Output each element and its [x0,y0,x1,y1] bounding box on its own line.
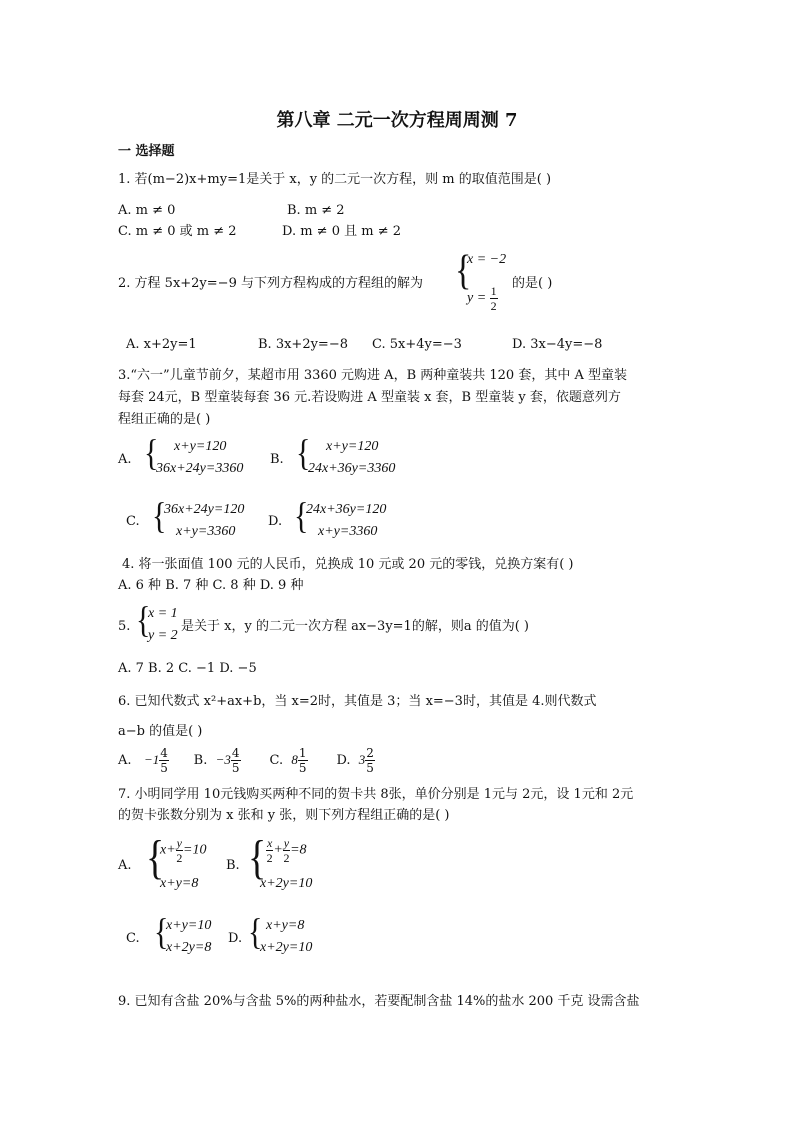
fraction [365,746,375,775]
brace-icon: { [144,432,159,474]
fraction-numerator: 1 [298,746,307,760]
fraction-denominator: 2 [266,851,273,865]
question-5-options: A. 7 B. 2 C. −1 D. −5 [118,661,257,676]
question-2-tail: 的是( ) [512,276,553,291]
system-row-1: 24x+36y=120 [306,502,387,517]
fraction-numerator: 2 [366,746,374,760]
brace-icon: { [154,911,169,953]
fraction-numerator: 4 [231,746,240,760]
section-heading: 一 选择题 [118,144,175,159]
question-7-option-a-system [146,831,236,896]
system-row-2: x+y=3360 [176,524,236,539]
system-row-2: x+y=8 [160,876,199,891]
question-6-option-c [269,746,307,775]
question-6-option-b [193,746,241,775]
system-row-2: x+y=3360 [318,524,378,539]
mixed-number-whole: −3 [215,752,231,767]
question-3-line-1: 3.“六一”儿童节前夕，某超市用 3360 元购进 A，B 两种童装共 120 套，其中 A 型童装 [118,368,627,383]
fraction-numerator: y [176,836,182,850]
question-3-option-d-label: D. [268,514,283,529]
system-row-1 [266,836,307,865]
question-2-system-row-1: x = −2 [467,252,507,267]
question-3-option-d-system [294,495,414,546]
question-2-system-row-2-left: y = [467,290,487,306]
question-1-option-c: C. m ≠ 0 或 m ≠ 2 [118,224,237,239]
expr-right: =10 [183,842,207,858]
brace-icon: { [455,247,472,294]
fraction [490,284,498,313]
question-7-option-d-system [248,911,348,962]
system-row-1: x+y=120 [174,439,227,454]
question-1-option-b: B. m ≠ 2 [287,203,345,218]
fraction [283,836,290,865]
fraction [159,746,169,775]
question-6-option-a [118,746,169,775]
fraction-denominator: 5 [298,761,307,775]
option-label: C. [269,753,284,768]
system-row-2: y = 2 [148,628,178,643]
brace-icon: { [248,831,267,884]
brace-icon: { [296,432,311,474]
question-1-option-d: D. m ≠ 0 且 m ≠ 2 [282,224,401,239]
question-6-line-2: a−b 的值是( ) [118,724,203,739]
question-5-label: 5. [118,619,131,634]
question-2-option-a: A. x+2y=1 [126,337,197,352]
question-9-line-1: 9. 已知有含盐 20%与含盐 5%的两种盐水，若要配制含盐 14%的盐水 200 千克 设需含盐 [118,994,640,1009]
fraction-numerator: y [283,836,290,850]
question-3-option-b-system [296,432,426,483]
question-2-option-b: B. 3x+2y=−8 [258,337,348,352]
system-row-2: x+2y=10 [260,940,313,955]
fraction [231,746,241,775]
system-row-1: x+y=120 [326,439,379,454]
question-5-stem: 是关于 x，y 的二元一次方程 ax−3y=1的解，则a 的值为( ) [181,619,529,634]
question-7-line-2: 的贺卡张数分别为 x 张和 y 张，则下列方程组正确的是( ) [118,808,450,823]
question-4-stem: 4. 将一张面值 100 元的人民币，兑换成 10 元或 20 元的零钱，兑换方案有( ) [122,557,574,572]
question-1-stem: 1. 若(m−2)x+my=1是关于 x，y 的二元一次方程，则 m 的取值范围是( ) [118,172,552,187]
fraction-numerator: 4 [160,746,168,760]
option-label: D. [336,753,351,768]
question-2-system-row-2 [467,284,498,313]
question-7-option-a-label: A. [118,858,132,873]
question-3-option-b-label: B. [270,452,284,467]
question-7-line-1: 7. 小明同学用 10元钱购买两种不同的贺卡共 8张，单价分别是 1元与 2元，设 1元和 2元 [118,787,634,802]
expr-left: x+ [160,842,176,858]
expr-right: =8 [290,842,307,858]
question-3-line-2: 每套 24元，B 型童装每套 36 元.若设购进 A 型童装 x 套，B 型童装 y 套，依题意列方 [118,390,621,405]
fraction-numerator: 1 [490,284,497,298]
question-5-system [136,599,186,650]
fraction-denominator: 5 [231,761,240,775]
question-3-line-3: 程组正确的是( ) [118,412,211,427]
brace-icon: { [294,495,309,537]
question-1-option-a: A. m ≠ 0 [118,203,176,218]
mixed-number-whole: 8 [291,752,298,767]
page-title: 第八章 二元一次方程周周测 7 [276,110,518,131]
mixed-number-whole: 3 [358,752,366,767]
system-row-2: x+2y=8 [166,940,212,955]
option-label: B. [193,753,208,768]
fraction-denominator: 2 [490,299,497,313]
question-3-option-a-system [144,432,274,483]
system-row-2: 36x+24y=3360 [156,461,244,476]
question-6-options [118,746,375,775]
fraction-denominator: 2 [176,851,183,865]
question-2-option-c: C. 5x+4y=−3 [372,337,462,352]
question-7-option-b-label: B. [226,858,240,873]
system-row-1: x+y=10 [166,918,212,933]
fraction-denominator: 2 [283,851,290,865]
question-6-line-1: 6. 已知代数式 x²+ax+b，当 x=2时，其值是 3；当 x=−3时，其值是 4.则代数式 [118,694,597,709]
brace-icon: { [248,911,263,953]
brace-icon: { [146,831,165,884]
question-2-option-d: D. 3x−4y=−8 [512,337,603,352]
system-row-1 [160,836,206,865]
plus-sign: + [273,842,283,858]
brace-icon: { [136,599,151,641]
question-4-options: A. 6 种 B. 7 种 C. 8 种 D. 9 种 [118,578,304,593]
question-7-option-b-system [248,831,348,896]
system-row-2: 24x+36y=3360 [308,461,396,476]
question-6-option-d [336,746,375,775]
fraction-denominator: 5 [366,761,374,775]
fraction-denominator: 5 [160,761,168,775]
mixed-number-whole: −1 [143,752,160,767]
fraction [298,746,308,775]
question-3-option-a-label: A. [118,452,132,467]
question-2-stem: 2. 方程 5x+2y=−9 与下列方程构成的方程组的解为 [118,276,423,291]
question-7-option-c-label: C. [126,931,140,946]
question-7-option-d-label: D. [228,931,243,946]
system-row-1: x+y=8 [266,918,305,933]
system-row-1: x = 1 [148,606,178,621]
option-label: A. [118,753,132,768]
system-row-2: x+2y=10 [260,876,313,891]
fraction-numerator: x [267,836,273,850]
fraction [176,836,183,865]
question-3-option-c-system [152,495,272,546]
question-3-option-c-label: C. [126,514,140,529]
system-row-1: 36x+24y=120 [164,502,245,517]
brace-icon: { [152,495,167,537]
